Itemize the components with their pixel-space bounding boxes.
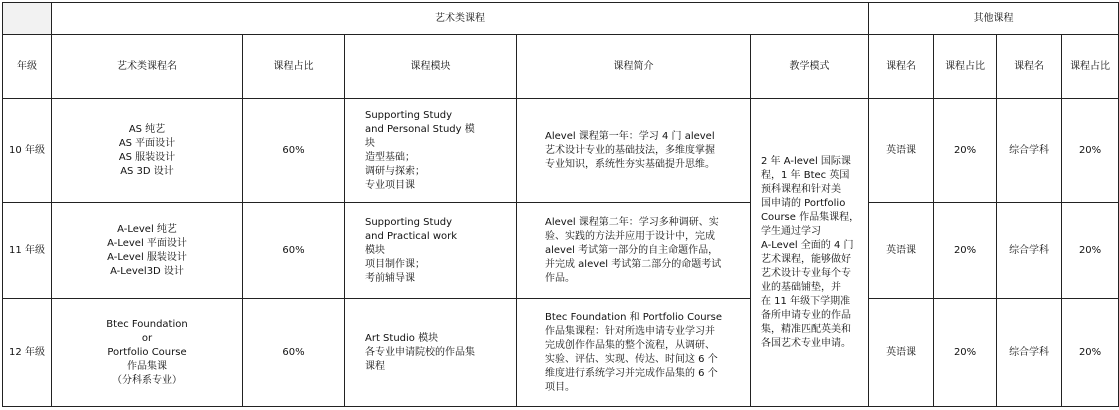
art-course-name: AS 3D 设计 [120, 165, 174, 177]
other-ratio-cell: 20% [1062, 203, 1119, 299]
other-name-cell: 英语课 [869, 299, 934, 407]
grade-cell: 12 年级 [3, 299, 52, 407]
art-course-name: A-Level 纯艺 [117, 223, 177, 235]
mode-header: 教学模式 [751, 35, 869, 99]
art-course-name: AS 平面设计 [118, 137, 176, 149]
art-course-name: AS 服装设计 [118, 151, 176, 163]
mode-line: 2 年 A-level 国际课 [761, 155, 851, 167]
intro-line: 维度进行系统学习并完成作品集的 6 个 [545, 367, 718, 379]
section-header-row [3, 3, 1119, 35]
art-course-name: or [141, 332, 153, 344]
mode-line: A-Level 全面的 4 门 [761, 239, 854, 251]
grade-header: 年级 [3, 35, 52, 99]
art-course-name: A-Level 平面设计 [107, 237, 187, 249]
other-name-cell: 综合学科 [997, 99, 1062, 203]
intro-cell [517, 99, 751, 203]
ratio-cell: 60% [243, 203, 345, 299]
intro-line: 项目。 [545, 381, 575, 393]
art-course-name: A-Level 服装设计 [107, 251, 187, 263]
intro-line: 完成创作作品集的整个流程，从调研、 [545, 339, 715, 351]
art-course-name: （分科系专业） [112, 374, 182, 386]
intro-line: 并完成 alevel 考试第二部分的命题考试 [545, 258, 722, 270]
module-line: Supporting Study [365, 109, 453, 121]
module-line: 各专业申请院校的作品集 [365, 346, 475, 358]
module-line: and Personal Study 模 [365, 123, 475, 135]
other-name-cell: 英语课 [869, 99, 934, 203]
module-cell [345, 203, 517, 299]
art-course-name: A-Level3D 设计 [110, 265, 184, 277]
table-row [3, 99, 1119, 203]
art-course-names [52, 299, 243, 407]
mode-line: 艺术课程，能够做好 [761, 253, 851, 265]
module-line: 课程 [365, 360, 385, 372]
other-ratio-cell: 20% [934, 99, 997, 203]
column-header-row [3, 35, 1119, 99]
module-header: 课程模块 [345, 35, 517, 99]
module-line: 调研与探索； [365, 165, 425, 177]
intro-line: 专业知识，系统性夯实基础提升思维。 [545, 158, 715, 170]
art-course-names [52, 203, 243, 299]
module-line: 项目制作课； [365, 258, 425, 270]
intro-line: alevel 考试第一部分的自主命题作品， [545, 244, 719, 256]
module-cell [345, 299, 517, 407]
module-cell [345, 99, 517, 203]
mode-line: 业的基础铺垫，并 [761, 281, 841, 293]
art-course-name: Portfolio Course [107, 346, 187, 358]
grade-cell: 10 年级 [3, 99, 52, 203]
intro-line: 作品集课程：针对所选申请专业学习并 [545, 325, 715, 337]
intro-line: Alevel 课程第一年：学习 4 门 alevel [545, 130, 715, 142]
mode-line: 预科课程和针对美 [761, 183, 841, 195]
other-ratio-cell: 20% [1062, 99, 1119, 203]
mode-line: 集，精准匹配英美和 [761, 323, 851, 335]
ratio-cell: 60% [243, 99, 345, 203]
table-row [3, 203, 1119, 299]
art-course-name: Btec Foundation [106, 318, 188, 330]
intro-line: 艺术设计专业的基础技法，多维度掌握 [545, 144, 715, 156]
ratio-header: 课程占比 [243, 35, 345, 99]
other-name-header-1: 课程名 [869, 35, 934, 99]
curriculum-table [2, 2, 1119, 407]
ratio-cell: 60% [243, 299, 345, 407]
mode-line: 备所申请专业的作品 [761, 309, 851, 321]
intro-header: 课程简介 [517, 35, 751, 99]
mode-line: 学生通过学习 [761, 225, 821, 237]
other-ratio-cell: 20% [934, 203, 997, 299]
module-line: 造型基础； [365, 151, 415, 163]
other-ratio-cell: 20% [1062, 299, 1119, 407]
art-course-name: AS 纯艺 [128, 123, 166, 135]
module-line: 模块 [365, 244, 385, 256]
table-row [3, 299, 1119, 407]
other-ratio-header-2: 课程占比 [1062, 35, 1119, 99]
intro-cell [517, 299, 751, 407]
mode-line: 程，1 年 Btec 英国 [761, 169, 850, 181]
module-line: 考前辅导课 [365, 272, 415, 284]
other-name-cell: 英语课 [869, 203, 934, 299]
other-name-cell: 综合学科 [997, 299, 1062, 407]
mode-line: 艺术设计专业每个专 [761, 267, 851, 279]
other-name-header-2: 课程名 [997, 35, 1062, 99]
intro-line: 作品。 [545, 272, 575, 284]
mode-line: Course 作品集课程， [761, 211, 860, 223]
other-ratio-header-1: 课程占比 [934, 35, 997, 99]
module-line: Art Studio 模块 [365, 332, 439, 344]
intro-line: 验、实践的方法并应用于设计中，完成 [545, 230, 715, 242]
module-line: and Practical work [365, 230, 458, 242]
mode-line: 各国艺术专业申请。 [761, 337, 851, 349]
other-name-cell: 综合学科 [997, 203, 1062, 299]
other-ratio-cell: 20% [934, 299, 997, 407]
intro-line: 实验、评估、实现、传达、时间这 6 个 [545, 353, 718, 365]
corner-cell [3, 3, 52, 35]
intro-line: Alevel 课程第二年：学习多种调研、实 [545, 216, 719, 228]
mode-line: 国申请的 Portfolio [761, 197, 846, 209]
intro-line: Btec Foundation 和 Portfolio Course [545, 311, 723, 323]
art-course-name: 作品集课 [127, 360, 167, 372]
teaching-mode-cell [751, 99, 869, 407]
art-section-title: 艺术类课程 [52, 3, 869, 35]
art-course-names [52, 99, 243, 203]
module-line: 块 [365, 137, 375, 149]
other-section-title: 其他课程 [869, 3, 1119, 35]
intro-cell [517, 203, 751, 299]
art-name-header: 艺术类课程名 [52, 35, 243, 99]
module-line: Supporting Study [365, 216, 453, 228]
module-line: 专业项目课 [365, 179, 415, 191]
mode-line: 在 11 年级下学期准 [761, 295, 851, 307]
grade-cell: 11 年级 [3, 203, 52, 299]
